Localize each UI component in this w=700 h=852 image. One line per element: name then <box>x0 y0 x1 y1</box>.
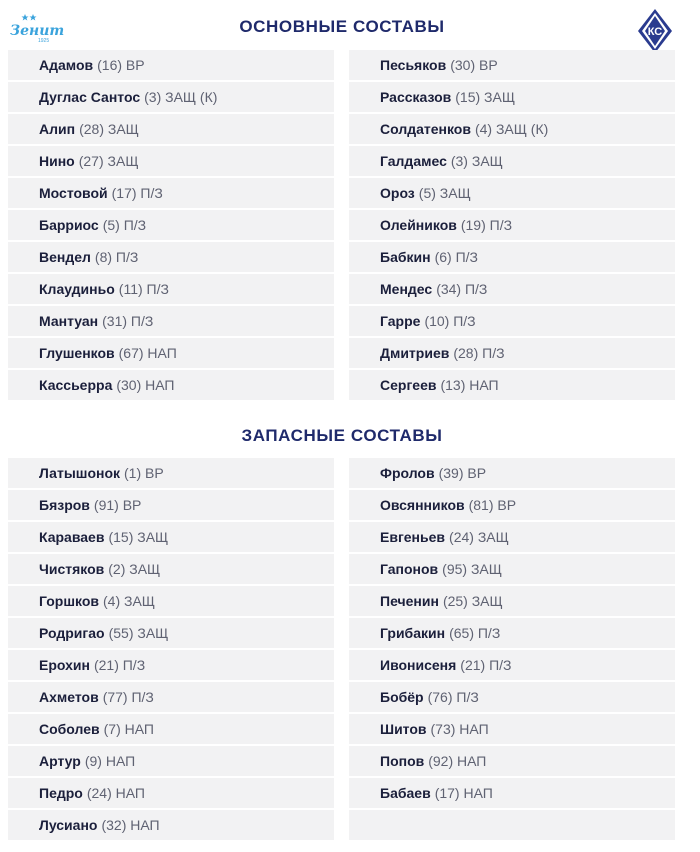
player-row <box>8 458 334 488</box>
player-row <box>349 82 675 112</box>
player-name: Бабкин <box>380 249 431 265</box>
player-number-position: (21) П/З <box>93 657 146 673</box>
player-number-position: (9) НАП <box>84 753 136 769</box>
player-name: Адамов <box>39 57 94 73</box>
player-name: Олейников <box>380 217 457 233</box>
player-name: Песьяков <box>380 57 447 73</box>
player-number-position: (30) ВР <box>450 57 498 73</box>
player-number-position: (28) ЗАЩ <box>79 121 139 137</box>
player-number-position: (11) П/З <box>118 281 169 297</box>
player-number-position: (73) НАП <box>430 721 489 737</box>
player-row <box>349 490 675 520</box>
player-name: Клаудиньо <box>39 281 115 297</box>
player-row <box>349 274 675 304</box>
player-number-position: (34) П/З <box>436 281 488 297</box>
player-row <box>349 554 675 584</box>
player-row <box>8 746 334 776</box>
player-name: Глушенков <box>39 345 115 361</box>
player-name: Бобёр <box>380 689 424 705</box>
player-name: Родригао <box>39 625 105 641</box>
player-row <box>8 586 334 616</box>
player-row <box>349 682 675 712</box>
player-number-position: (65) П/З <box>449 625 501 641</box>
player-number-position: (39) ВР <box>438 465 487 481</box>
player-number-position: (10) П/З <box>424 313 476 329</box>
player-name: Латышонок <box>39 465 121 481</box>
player-name: Дуглас Сантос <box>39 89 141 105</box>
player-name: Попов <box>380 753 425 769</box>
player-number-position: (95) ЗАЩ <box>442 561 502 577</box>
player-name: Мендес <box>380 281 433 297</box>
player-row <box>8 82 334 112</box>
player-name: Ороз <box>380 185 415 201</box>
player-name: Овсянников <box>380 497 465 513</box>
player-number-position: (4) ЗАЩ (К) <box>474 121 549 137</box>
player-number-position: (5) ЗАЩ <box>418 185 471 201</box>
player-name: Мостовой <box>39 185 108 201</box>
player-row <box>8 178 334 208</box>
player-number-position: (13) НАП <box>440 377 499 393</box>
away-substitutes <box>349 458 675 842</box>
krylya-monogram: КС <box>647 26 663 38</box>
player-number-position: (3) ЗАЩ <box>450 153 503 169</box>
player-row <box>349 714 675 744</box>
player-row <box>349 210 675 240</box>
player-number-position: (24) ЗАЩ <box>449 529 509 545</box>
player-row <box>349 778 675 808</box>
player-row <box>8 522 334 552</box>
player-row <box>349 618 675 648</box>
player-number-position: (32) НАП <box>101 817 160 833</box>
player-name: Ивонисеня <box>380 657 457 673</box>
player-number-position: (25) ЗАЩ <box>442 593 503 609</box>
player-name: Солдатенков <box>380 121 471 137</box>
away-starting-lineup <box>349 50 675 402</box>
player-row <box>8 778 334 808</box>
player-name: Ерохин <box>39 657 90 673</box>
player-number-position: (1) ВР <box>124 465 164 481</box>
player-row <box>349 146 675 176</box>
player-name: Шитов <box>380 721 427 737</box>
player-row <box>8 114 334 144</box>
player-name: Сергеев <box>380 377 437 393</box>
player-name: Дмитриев <box>380 345 450 361</box>
player-row <box>8 714 334 744</box>
player-name: Горшков <box>39 593 99 609</box>
player-name: Караваев <box>39 529 105 545</box>
player-name: Артур <box>39 753 81 769</box>
main-lineups-title: ОСНОВНЫЕ СОСТАВЫ <box>239 17 445 36</box>
player-row <box>8 810 334 840</box>
player-name: Галдамес <box>380 153 447 169</box>
player-name: Кассьерра <box>39 377 113 393</box>
player-number-position: (55) ЗАЩ <box>108 625 169 641</box>
player-row <box>8 274 334 304</box>
player-number-position: (5) П/З <box>102 217 147 233</box>
player-number-position: (16) ВР <box>97 57 145 73</box>
player-name: Алип <box>39 121 76 137</box>
player-number-position: (21) П/З <box>460 657 512 673</box>
player-name: Нино <box>39 153 75 169</box>
player-name: Лусиано <box>39 817 98 833</box>
zenit-year: 1925 <box>38 38 50 44</box>
player-number-position: (76) П/З <box>427 689 479 705</box>
player-name: Рассказов <box>380 89 452 105</box>
player-number-position: (3) ЗАЩ (К) <box>144 89 218 105</box>
player-row <box>349 338 675 368</box>
player-row <box>349 242 675 272</box>
player-number-position: (91) ВР <box>93 497 142 513</box>
player-name: Грибакин <box>380 625 446 641</box>
substitutes-title: ЗАПАСНЫЕ СОСТАВЫ <box>241 426 443 445</box>
player-row <box>8 50 334 80</box>
player-name: Соболев <box>39 721 100 737</box>
player-row <box>349 810 675 840</box>
player-name: Педро <box>39 785 83 801</box>
player-number-position: (17) НАП <box>434 785 493 801</box>
player-number-position: (81) ВР <box>468 497 517 513</box>
player-number-position: (24) НАП <box>86 785 145 801</box>
player-row <box>349 370 675 400</box>
player-name: Фролов <box>380 465 435 481</box>
player-row <box>349 458 675 488</box>
home-starting-lineup <box>8 50 334 402</box>
player-name: Вендел <box>39 249 91 265</box>
player-row <box>349 746 675 776</box>
player-number-position: (15) ЗАЩ <box>455 89 515 105</box>
player-number-position: (17) П/З <box>111 185 163 201</box>
player-row <box>8 242 334 272</box>
player-row <box>8 146 334 176</box>
player-number-position: (8) П/З <box>94 249 139 265</box>
player-name: Евгеньев <box>380 529 446 545</box>
player-name: Бязров <box>39 497 90 513</box>
player-row <box>8 306 334 336</box>
player-row <box>349 114 675 144</box>
player-number-position: (4) ЗАЩ <box>103 593 155 609</box>
player-row <box>8 650 334 680</box>
player-name: Чистяков <box>39 561 105 577</box>
player-number-position: (30) НАП <box>116 377 175 393</box>
player-row <box>349 306 675 336</box>
player-row <box>349 178 675 208</box>
player-number-position: (92) НАП <box>428 753 487 769</box>
player-number-position: (28) П/З <box>453 345 505 361</box>
player-name: Мантуан <box>39 313 99 329</box>
player-number-position: (2) ЗАЩ <box>108 561 161 577</box>
player-row <box>8 338 334 368</box>
player-row <box>8 210 334 240</box>
player-number-position: (19) П/З <box>460 217 513 233</box>
player-name: Ахметов <box>39 689 99 705</box>
player-row <box>349 586 675 616</box>
player-name: Барриос <box>39 217 99 233</box>
player-number-position: (6) П/З <box>434 249 478 265</box>
zenit-wordmark: Зенит <box>10 23 65 39</box>
player-row <box>349 522 675 552</box>
player-row <box>349 650 675 680</box>
player-name: Гарре <box>380 313 421 329</box>
player-number-position: (31) П/З <box>102 313 154 329</box>
player-row <box>8 490 334 520</box>
player-name: Печенин <box>380 593 439 609</box>
home-substitutes <box>8 458 334 842</box>
player-number-position: (67) НАП <box>118 345 177 361</box>
player-number-position: (7) НАП <box>103 721 154 737</box>
player-number-position: (27) ЗАЩ <box>78 153 139 169</box>
player-number-position: (77) П/З <box>102 689 154 705</box>
player-row <box>8 618 334 648</box>
player-name: Бабаев <box>380 785 431 801</box>
player-row <box>8 682 334 712</box>
player-name: Гапонов <box>380 561 439 577</box>
player-row <box>8 554 334 584</box>
player-number-position: (15) ЗАЩ <box>108 529 169 545</box>
player-row <box>8 370 334 400</box>
player-row <box>349 50 675 80</box>
